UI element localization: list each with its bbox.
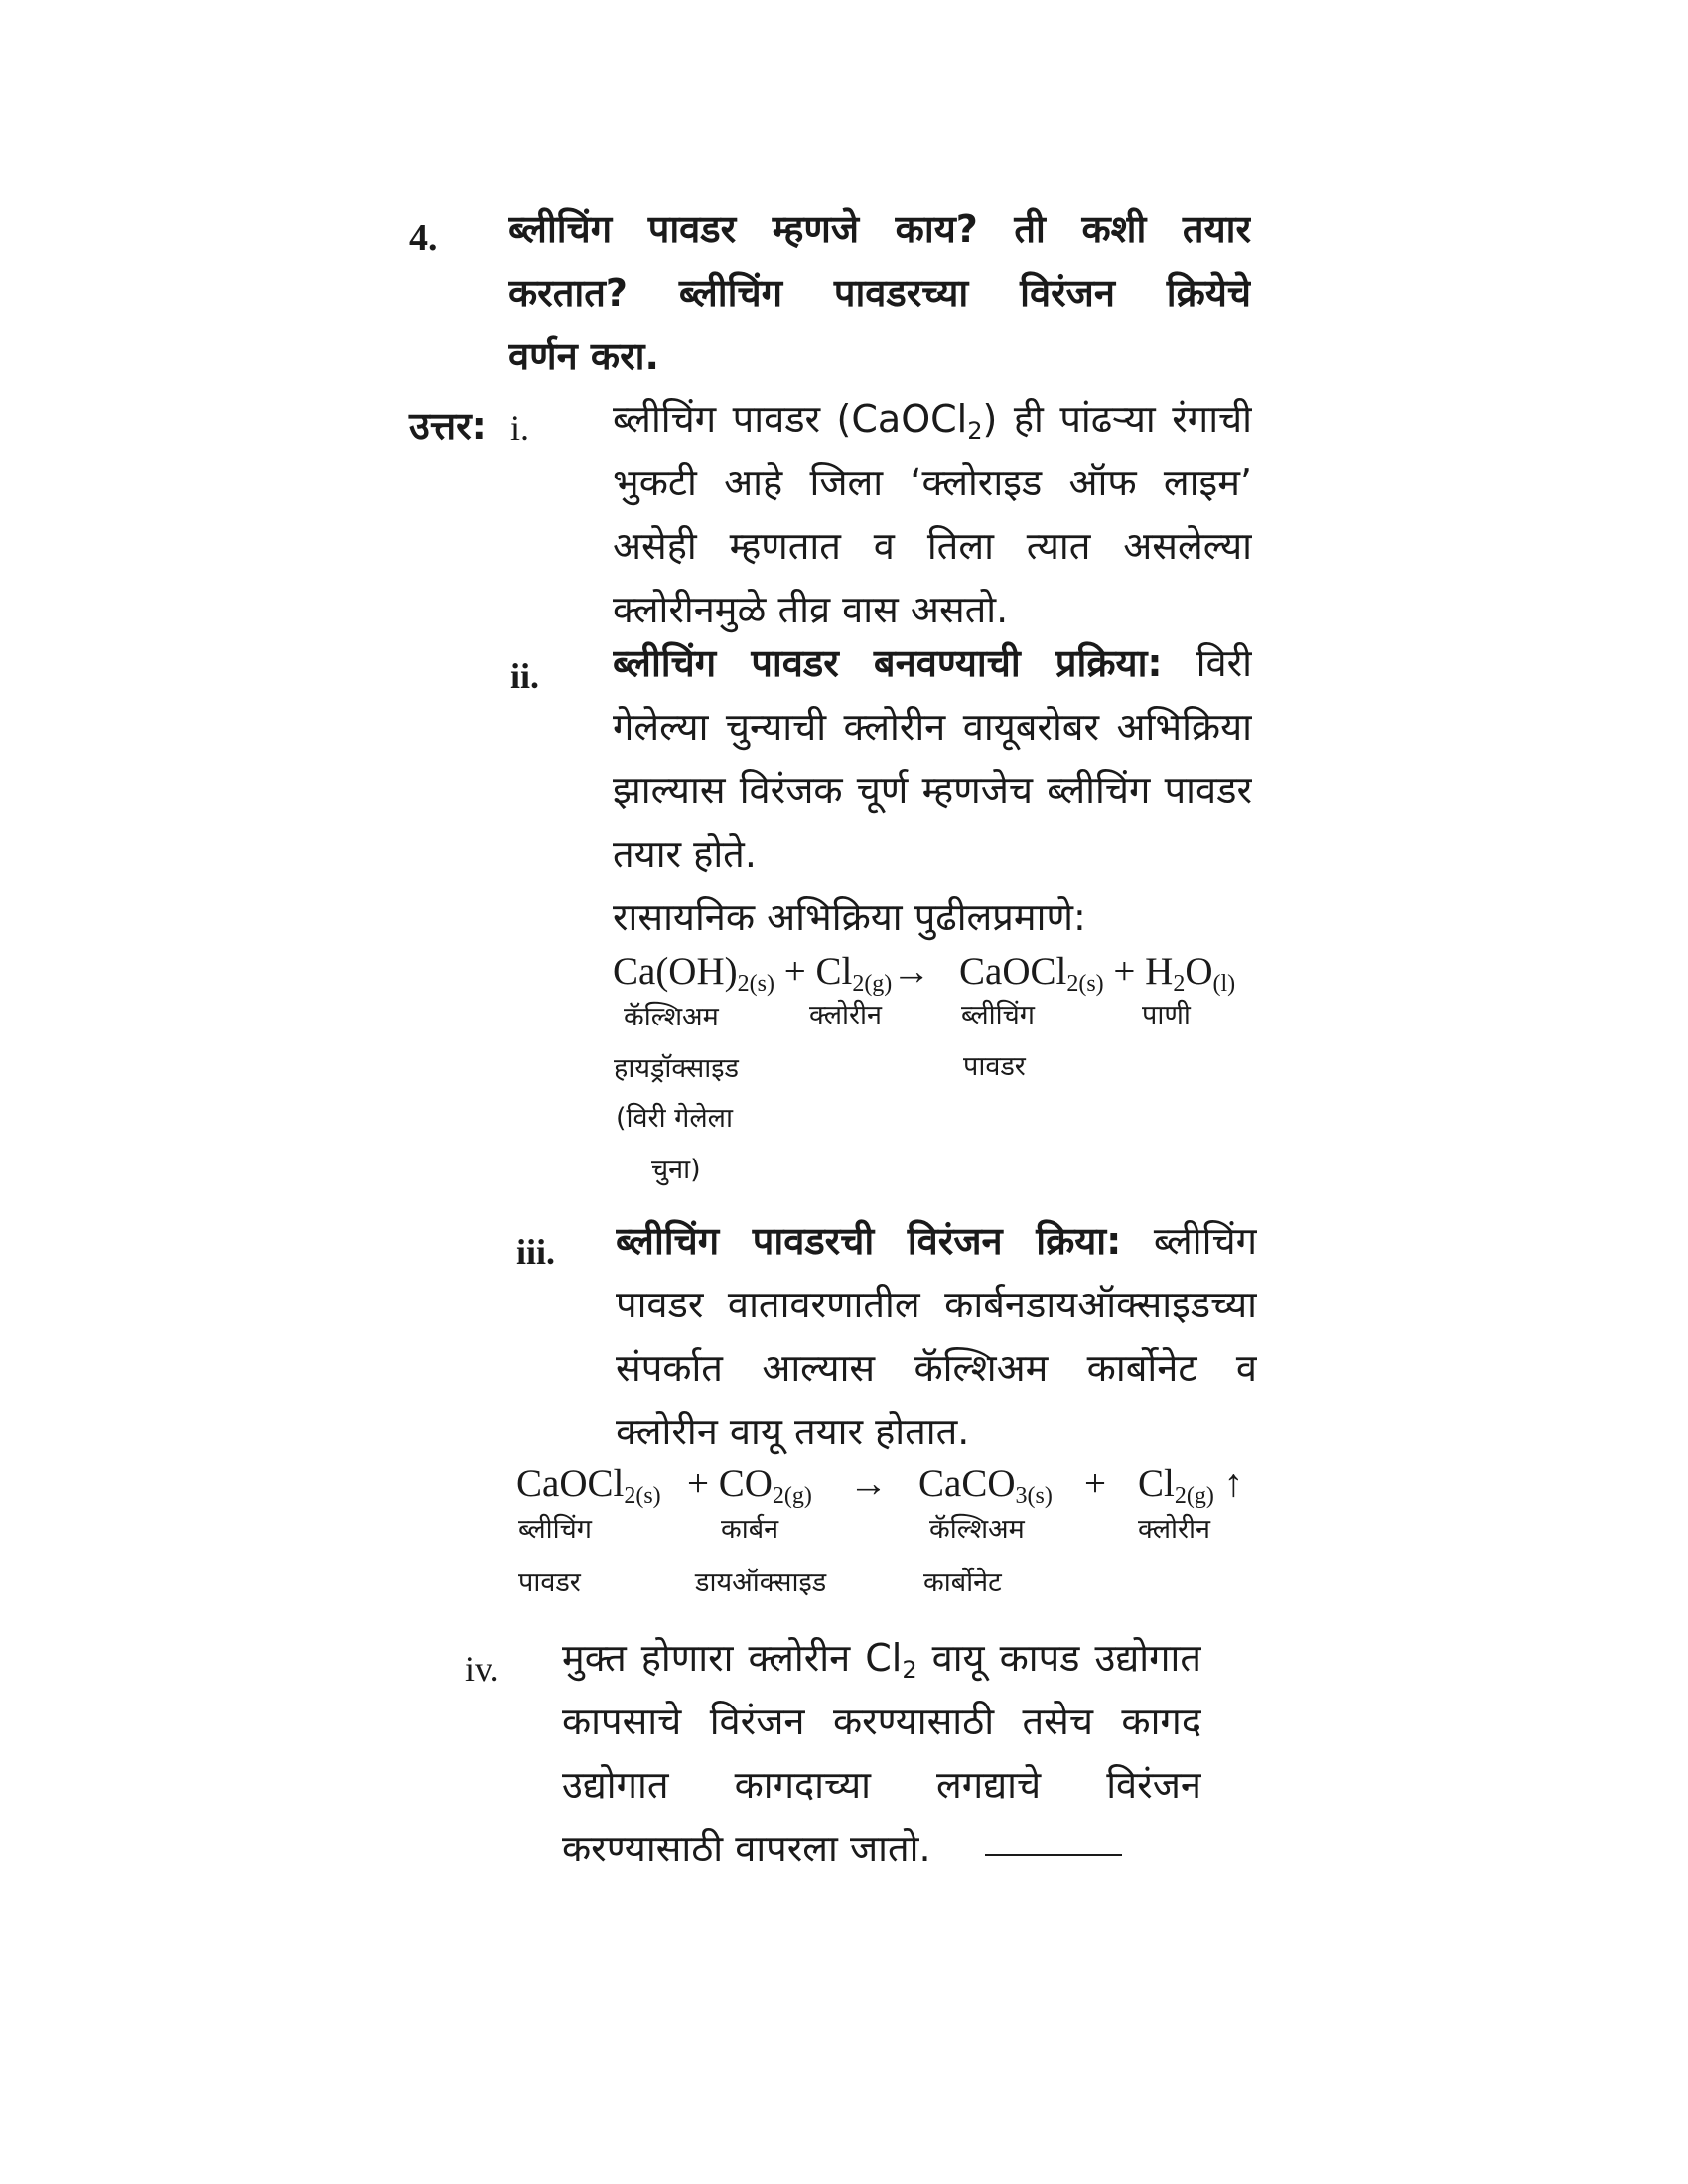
point-iii-line-3: संपर्कात आल्यास कॅल्शिअम कार्बोनेट व bbox=[616, 1346, 1257, 1390]
label-chlorine: क्लोरीन bbox=[809, 1000, 883, 1030]
point-ii-text bbox=[613, 631, 1252, 949]
label-slaked-2: चुना) bbox=[651, 1155, 701, 1185]
point-iv-numeral: iv. bbox=[465, 1649, 499, 1689]
label-powder: पावडर bbox=[963, 1051, 1026, 1082]
label-carbon: कार्बन bbox=[721, 1514, 779, 1545]
point-iv-line-4: करण्यासाठी वापरला जातो. bbox=[562, 1827, 931, 1870]
point-iii-text bbox=[616, 1209, 1257, 1463]
point-i-numeral: i. bbox=[510, 408, 530, 448]
equation-2-product-1: CaCO$_{3(s)}$ bbox=[918, 1462, 1053, 1509]
point-iii-line-1: ब्लीचिंग पावडरची विरंजन क्रिया: ब्लीचिंग bbox=[616, 1219, 1257, 1263]
point-iv-line-2: कापसाचे विरंजन करण्यासाठी तसेच कागद bbox=[562, 1700, 1201, 1743]
equation-2-plus: + bbox=[1084, 1462, 1106, 1505]
point-ii-line-4: तयार होते. bbox=[613, 832, 757, 876]
label-carbonate: कार्बोनेट bbox=[923, 1568, 1002, 1598]
point-i-line-4: क्लोरीनमुळे तीव्र वास असतो. bbox=[613, 588, 1009, 631]
equation-2-reactant-2: + $CO_{2(g)}$ bbox=[687, 1462, 812, 1509]
question-number: 4. bbox=[409, 217, 438, 259]
answer-label: उत्तर: bbox=[409, 404, 487, 448]
equation-1-products: CaOCl$_{2(s)}$ + $H_2O_{(l)}$ bbox=[959, 950, 1236, 997]
label-calcium-2: कॅल्शिअम bbox=[929, 1514, 1025, 1545]
point-i-line-1: ब्लीचिंग पावडर (CaOCl$_2$) ही पांढऱ्या रंगाची bbox=[613, 397, 1252, 445]
question-text bbox=[508, 203, 1251, 393]
question-line-2: करतात? ब्लीचिंग पावडरच्या विरंजन क्रियेचे bbox=[508, 271, 1251, 315]
label-bleaching-2: ब्लीचिंग bbox=[518, 1514, 593, 1545]
point-iv-line-1: मुक्त होणारा क्लोरीन $Cl_2$ वायू कापड उद्योगात bbox=[562, 1636, 1201, 1684]
equation-1: $Ca(OH)_{2(s)} + Cl_{2(g)}\to$ bbox=[613, 950, 931, 997]
equation-2-reactant-1: CaOCl$_{2(s)}$ bbox=[516, 1462, 661, 1509]
point-ii-line-2: गेलेल्या चुन्याची क्लोरीन वायूबरोबर अभिक्रिया bbox=[613, 705, 1252, 749]
point-ii-numeral: ii. bbox=[510, 656, 540, 696]
reaction-arrow: → bbox=[892, 950, 931, 993]
label-powder-2: पावडर bbox=[518, 1568, 581, 1598]
point-ii-line-1: ब्लीचिंग पावडर बनवण्याची प्रक्रिया: विरी bbox=[613, 641, 1252, 685]
end-rule bbox=[985, 1854, 1122, 1856]
label-bleaching: ब्लीचिंग bbox=[961, 1000, 1036, 1030]
point-i-line-2: भुकटी आहे जिला ‘क्लोराइड ऑफ लाइम’ bbox=[613, 461, 1252, 504]
label-chlorine-2: क्लोरीन bbox=[1138, 1514, 1211, 1545]
gas-evolved-up-arrow: ↑ bbox=[1223, 1462, 1244, 1505]
label-water: पाणी bbox=[1142, 1000, 1191, 1030]
point-iv-text bbox=[562, 1626, 1201, 1880]
question-line-1: ब्लीचिंग पावडर म्हणजे काय? ती कशी तयार bbox=[508, 207, 1251, 251]
point-i-text bbox=[613, 387, 1252, 641]
point-iv-line-3: उद्योगात कागदाच्या लगद्याचे विरंजन bbox=[562, 1763, 1201, 1807]
equation-2-arrow: → bbox=[849, 1462, 888, 1505]
question-line-3: वर्णन करा. bbox=[508, 335, 659, 378]
label-calcium: कॅल्शिअम bbox=[624, 1002, 719, 1032]
point-iii-line-4: क्लोरीन वायू तयार होतात. bbox=[616, 1410, 970, 1453]
point-ii-heading: ब्लीचिंग पावडर बनवण्याची प्रक्रिया: bbox=[613, 641, 1163, 685]
label-hydroxide: हायड्रॉक्साइड bbox=[614, 1053, 739, 1084]
point-iii-line-2: पावडर वातावरणातील कार्बनडायऑक्साइडच्या bbox=[616, 1283, 1257, 1326]
reaction-intro: रासायनिक अभिक्रिया पुढीलप्रमाणे: bbox=[613, 895, 1086, 939]
label-dioxide: डायऑक्साइड bbox=[695, 1568, 827, 1598]
point-iii-heading: ब्लीचिंग पावडरची विरंजन क्रिया: bbox=[616, 1219, 1122, 1263]
point-i-line-3: असेही म्हणतात व तिला त्यात असलेल्या bbox=[613, 524, 1252, 568]
equation-2-product-2: $Cl_{2(g)}$ ↑ bbox=[1138, 1462, 1244, 1509]
label-slaked-1: (विरी गेलेला bbox=[616, 1103, 733, 1134]
point-iii-numeral: iii. bbox=[516, 1232, 556, 1272]
point-ii-line-3: झाल्यास विरंजक चूर्ण म्हणजेच ब्लीचिंग पावडर bbox=[613, 768, 1252, 812]
